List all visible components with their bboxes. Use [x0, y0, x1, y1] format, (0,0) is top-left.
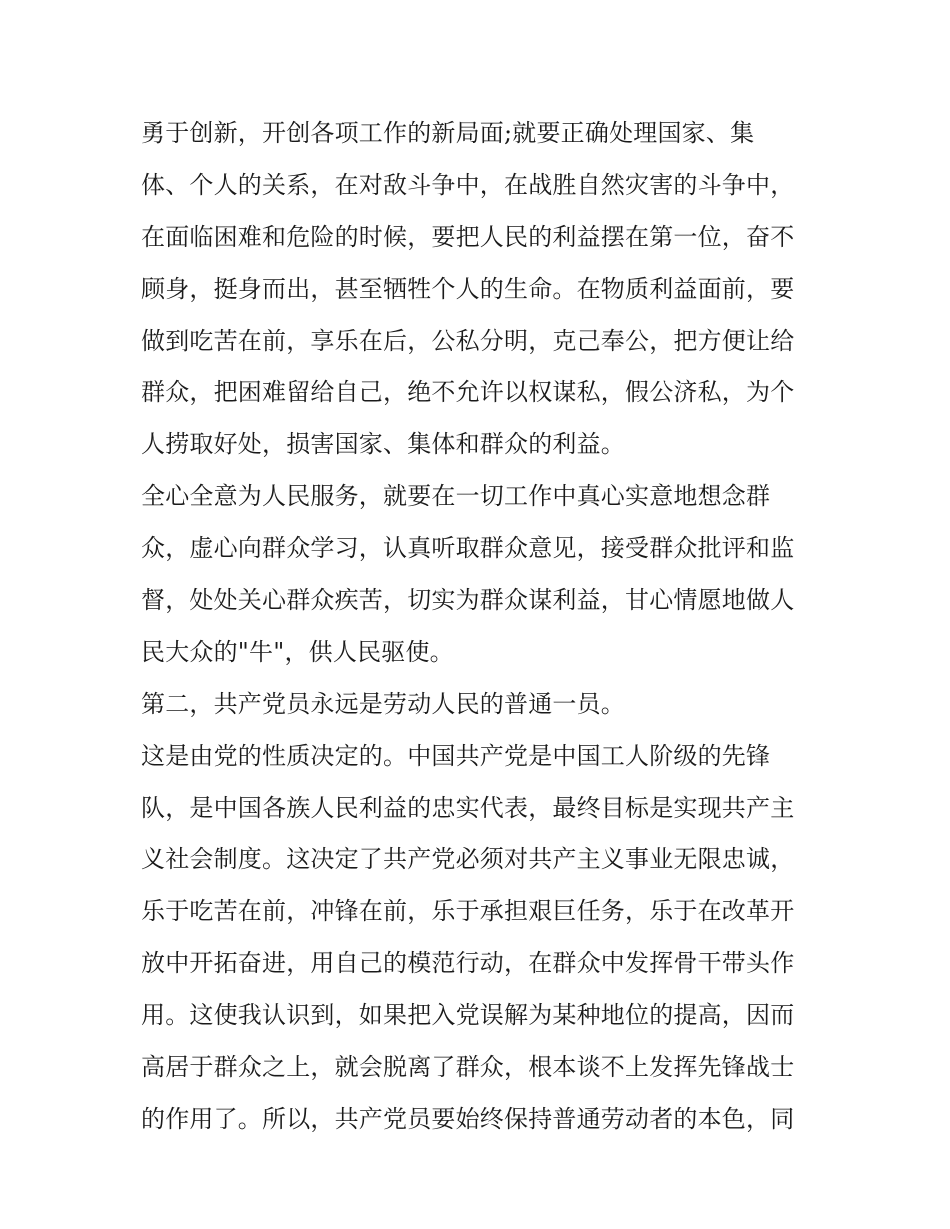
text-line: 人捞取好处，损害国家、集体和群众的利益。 [141, 430, 625, 459]
text-line: 顾身，挺身而出，甚至牺牲个人的生命。在物质利益面前，要 [141, 274, 795, 303]
text-line: 群众，把困难留给自己，绝不允许以权谋私，假公济私，为个 [141, 378, 795, 407]
text-line: 督，处处关心群众疾苦，切实为群众谋利益，甘心情愿地做人 [141, 586, 795, 615]
text-line: 高居于群众之上，就会脱离了群众，根本谈不上发挥先锋战士 [141, 1053, 795, 1082]
text-line: 体、个人的关系，在对敌斗争中，在战胜自然灾害的斗争中， [141, 170, 795, 199]
text-line: 勇于创新，开创各项工作的新局面;就要正确处理国家、集 [141, 119, 755, 147]
text-line: 做到吃苦在前，享乐在后，公私分明，克己奉公，把方便让给 [141, 326, 795, 355]
text-line: 民大众的"牛"，供人民驱使。 [141, 637, 454, 666]
text-line: 义社会制度。这决定了共产党必须对共产主义事业无限忠诚， [141, 845, 795, 874]
text-line: 放中开拓奋进，用自己的模范行动，在群众中发挥骨干带头作 [141, 949, 795, 978]
text-line: 在面临困难和危险的时候，要把人民的利益摆在第一位，奋不 [141, 222, 795, 251]
text-line: 队，是中国各族人民利益的忠实代表，最终目标是实现共产主 [141, 793, 795, 822]
text-line: 的作用了。所以，共产党员要始终保持普通劳动者的本色，同 [141, 1104, 795, 1133]
section-heading: 第二，共产党员永远是劳动人民的普通一员。 [141, 689, 625, 718]
document-body [141, 108, 821, 1146]
text-line: 全心全意为人民服务，就要在一切工作中真心实意地想念群 [141, 482, 771, 511]
text-line: 众，虚心向群众学习，认真听取群众意见，接受群众批评和监 [141, 534, 795, 563]
text-line: 乐于吃苦在前，冲锋在前，乐于承担艰巨任务，乐于在改革开 [141, 897, 795, 926]
text-line: 这是由党的性质决定的。中国共产党是中国工人阶级的先锋 [141, 741, 771, 770]
text-line: 用。这使我认识到，如果把入党误解为某种地位的提高，因而 [141, 1001, 795, 1030]
